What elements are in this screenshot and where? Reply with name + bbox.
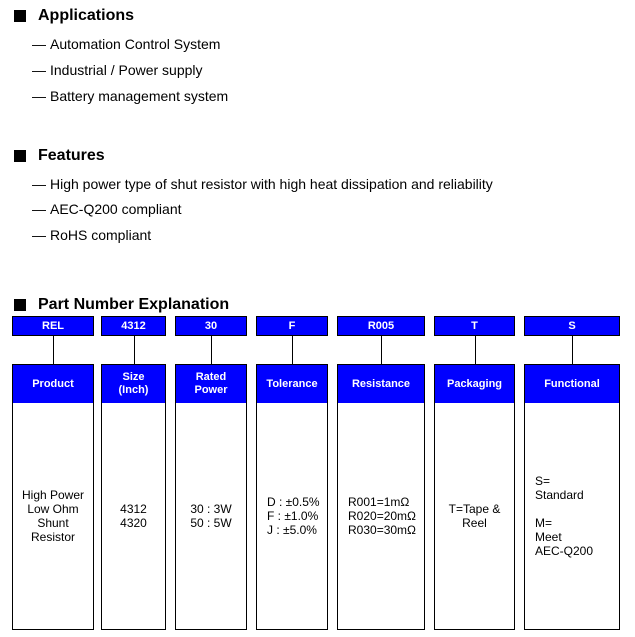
- column-header-line: Size: [122, 371, 145, 383]
- column-body-line: T=Tape &: [448, 502, 501, 516]
- column-body-tolerance: [256, 403, 328, 630]
- list-item: — Industrial / Power supply: [32, 62, 203, 78]
- dash-icon: —: [32, 62, 46, 78]
- dash-icon: —: [32, 227, 46, 243]
- column-header-line: Functional: [544, 377, 600, 390]
- column-body-functional: [524, 403, 620, 630]
- column-body-line: 4312: [120, 502, 147, 516]
- column-body-rated-power: [175, 403, 247, 630]
- column-body-line: Shunt: [37, 516, 69, 530]
- column-body-line: R001=1mΩ: [348, 495, 410, 509]
- connector-line: [292, 336, 293, 358]
- part-number-title: Part Number Explanation: [38, 296, 230, 313]
- code-box-resistance: R005: [337, 316, 425, 336]
- part-number-heading: [14, 295, 229, 315]
- square-bullet-icon: [14, 10, 26, 22]
- connector-line: [475, 336, 476, 358]
- column-body-line: R030=30mΩ: [348, 523, 417, 537]
- column-body-line: R020=20mΩ: [348, 509, 417, 523]
- column-body-line: D : ±0.5%: [267, 495, 320, 509]
- column-header-rated-power: [175, 364, 247, 404]
- code-box-product: REL: [12, 316, 94, 336]
- column-body-line: 4320: [120, 516, 147, 530]
- column-header-line: Packaging: [446, 377, 503, 390]
- column-body-resistance: [337, 403, 425, 630]
- square-bullet-icon: [14, 299, 26, 311]
- column-body-line: S=: [535, 474, 551, 488]
- column-header-product: [12, 364, 94, 404]
- column-body-line: 30 : 3W: [190, 502, 232, 516]
- column-header-line: Resistance: [351, 377, 411, 390]
- features-heading: [14, 146, 105, 166]
- column-body-line: Standard: [535, 488, 584, 502]
- column-header-packaging: [434, 364, 515, 404]
- column-header-line: Power: [194, 384, 228, 396]
- column-body-line: F : ±1.0%: [267, 509, 319, 523]
- code-box-rated-power: 30: [175, 316, 247, 336]
- column-header-resistance: [337, 364, 425, 404]
- column-body-line: Resistor: [30, 530, 75, 544]
- code-box-packaging: T: [434, 316, 515, 336]
- connector-line: [53, 336, 54, 358]
- dash-icon: —: [32, 88, 46, 104]
- dash-icon: —: [32, 176, 46, 192]
- column-body-line: AEC-Q200: [535, 544, 594, 558]
- list-item: — High power type of shut resistor with high heat dissipation and reliability: [32, 176, 493, 192]
- code-box-size: 4312: [101, 316, 166, 336]
- connector-line: [134, 336, 135, 358]
- connector-line: [381, 336, 382, 358]
- applications-heading: [14, 6, 134, 26]
- column-header-line: Rated: [195, 371, 227, 383]
- column-header-line: Product: [32, 377, 74, 390]
- column-body-line: High Power: [21, 488, 85, 502]
- column-body-line: 50 : 5W: [190, 516, 232, 530]
- dash-icon: —: [32, 201, 46, 217]
- column-header-line: (Inch): [118, 384, 149, 396]
- code-box-functional: S: [524, 316, 620, 336]
- applications-title: Applications: [38, 7, 135, 24]
- column-body-line: Low Ohm: [27, 502, 79, 516]
- column-header-size: [101, 364, 166, 404]
- list-item: — RoHS compliant: [32, 227, 152, 243]
- list-item: — Automation Control System: [32, 36, 221, 52]
- column-body-line: [535, 502, 593, 516]
- connector-line: [211, 336, 212, 358]
- list-item: — Battery management system: [32, 88, 229, 104]
- column-header-tolerance: [256, 364, 328, 404]
- features-title: Features: [38, 147, 105, 164]
- dash-icon: —: [32, 36, 46, 52]
- column-body-product: [12, 403, 94, 630]
- column-body-packaging: [434, 403, 515, 630]
- column-header-line: Tolerance: [266, 377, 318, 390]
- column-body-line: J : ±5.0%: [267, 523, 317, 537]
- square-bullet-icon: [14, 150, 26, 162]
- connector-line: [572, 336, 573, 358]
- column-body-line: Meet: [535, 530, 562, 544]
- code-box-tolerance: F: [256, 316, 328, 336]
- column-body-size: [101, 403, 166, 630]
- column-header-functional: [524, 364, 620, 404]
- column-body-line: M=: [535, 516, 553, 530]
- column-body-line: Reel: [462, 516, 487, 530]
- list-item: — AEC-Q200 compliant: [32, 201, 182, 217]
